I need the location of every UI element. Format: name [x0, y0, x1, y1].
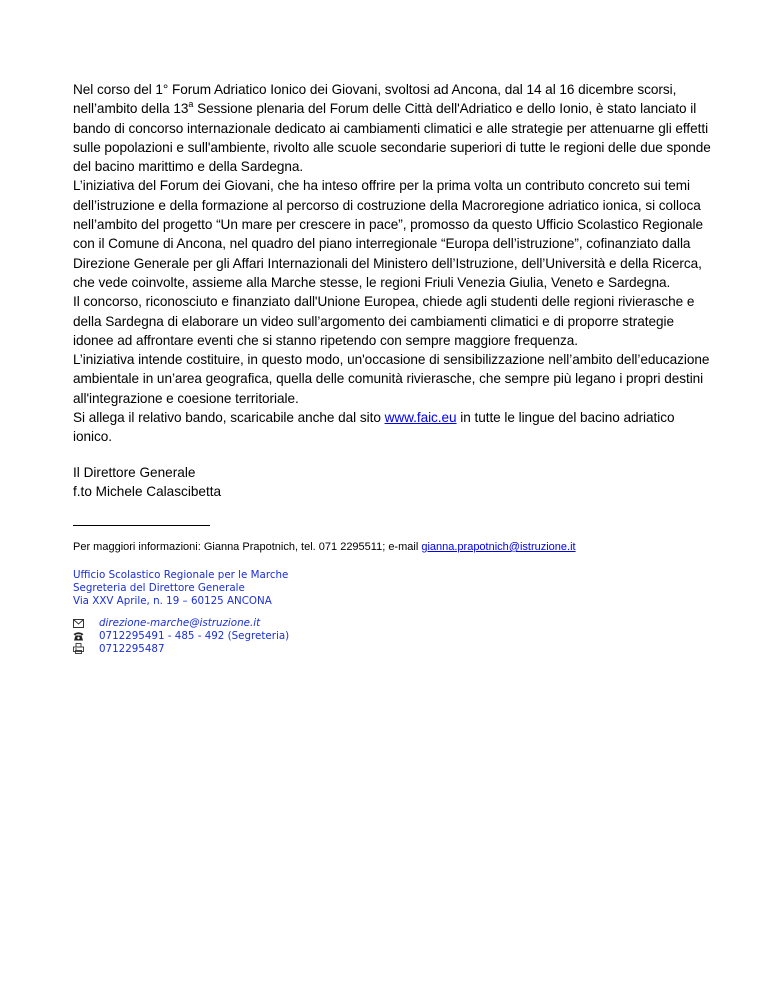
contact-email-link[interactable]: gianna.prapotnich@istruzione.it — [421, 541, 576, 553]
contact-fax-value: 0712295487 — [99, 642, 165, 655]
telephone-icon — [73, 631, 99, 641]
office-department: Segreteria del Direttore Generale — [73, 581, 245, 594]
contact-email-row — [73, 617, 289, 630]
faic-website-link[interactable]: www.faic.eu — [384, 410, 457, 426]
footnote — [73, 540, 576, 554]
office-name: Ufficio Scolastico Regionale per le Marche — [73, 569, 289, 581]
paragraph-forum — [73, 80, 713, 176]
paragraph-contest: Il concorso, riconosciuto e finanziato dall'Unione Europea, chiede agli studenti delle regioni rivierasche e della Sardegna di elaborare un video sull’argomento dei cambiamenti climatici e di proporre strategie idonee ad affrontare eventi che si stanno ripetendo con sempre maggiore frequenza. — [73, 294, 695, 348]
paragraph-awareness: L’iniziativa intende costituire, in questo modo, un'occasione di sensibilizzazione nell’ambito dell’educazione ambientale in un’area geografica, quella delle comunità rivierasche, che sempre più legano i propri destini all'integrazione e coesione territoriale. — [73, 352, 710, 406]
letter-body — [73, 80, 713, 447]
paragraph-attachment-text-b: in tutte le lingue del bacino adriatico ionico. — [73, 410, 675, 445]
contact-phone-value: 0712295491 - 485 - 492 (Segreteria) — [99, 629, 290, 642]
fax-icon — [73, 643, 99, 654]
signature-block — [73, 463, 221, 502]
footnote-text: Per maggiori informazioni: Gianna Prapotnich, tel. 071 2295511; e-mail — [73, 541, 422, 553]
paragraph-initiative: L’iniziativa del Forum dei Giovani, che ha inteso offrire per la prima volta un contributo concreto sui temi dell’istruzione e della formazione al percorso di costruzione della Macroregione adriatico ionica, si colloca nell’ambito del progetto “Un mare per crescere in pace”, promosso da questo Ufficio Scolastico Regionale con il Comune di Ancona, nel quadro del piano interregionale “Europa dell’istruzione”, cofinanziato dalla Direzione Generale per gli Affari Internazionali del Ministero dell’Istruzione, dell’Università e della Ricerca, che vede coinvolte, assieme alla Marche stesse, le regioni Friuli Venezia Giulia, Veneto e Sardegna. — [73, 178, 704, 290]
signature-title: Il Direttore Generale — [73, 465, 196, 480]
office-address — [73, 569, 288, 607]
paragraph-attachment-text-a: Si allega il relativo bando, scaricabile anche dal sito — [73, 410, 385, 426]
signature-name: f.to Michele Calascibetta — [73, 484, 222, 500]
office-street: Via XXV Aprile, n. 19 – 60125 ANCONA — [73, 594, 272, 607]
contact-email-value[interactable]: direzione-marche@istruzione.it — [99, 617, 261, 629]
paragraph-forum-text-a: Nel corso del 1° Forum Adriatico Ionico dei Giovani, svoltosi ad Ancona, dal 14 al 16 dicembre scorsi, nell’ambito della 13 — [73, 82, 677, 117]
footnote-divider — [73, 525, 210, 526]
contact-phone-row — [73, 630, 289, 643]
paragraph-forum-text-b: Sessione plenaria del Forum delle Città dell'Adriatico e dello Ionio, è stato lanciato il bando di concorso internazionale dedicato ai cambiamenti climatici e alle strategie per attenuarne gli effetti sulle popolazioni e sull'ambiente, rivolto alle scuole secondarie superiori di tutte le regioni delle due sponde del bacino marittimo e della Sardegna. — [73, 101, 711, 175]
contact-fax-row — [73, 643, 289, 656]
envelope-icon — [73, 619, 99, 628]
paragraph-attachment — [73, 408, 713, 447]
contact-list — [73, 617, 289, 655]
superscript-ordinal: a — [188, 99, 194, 110]
